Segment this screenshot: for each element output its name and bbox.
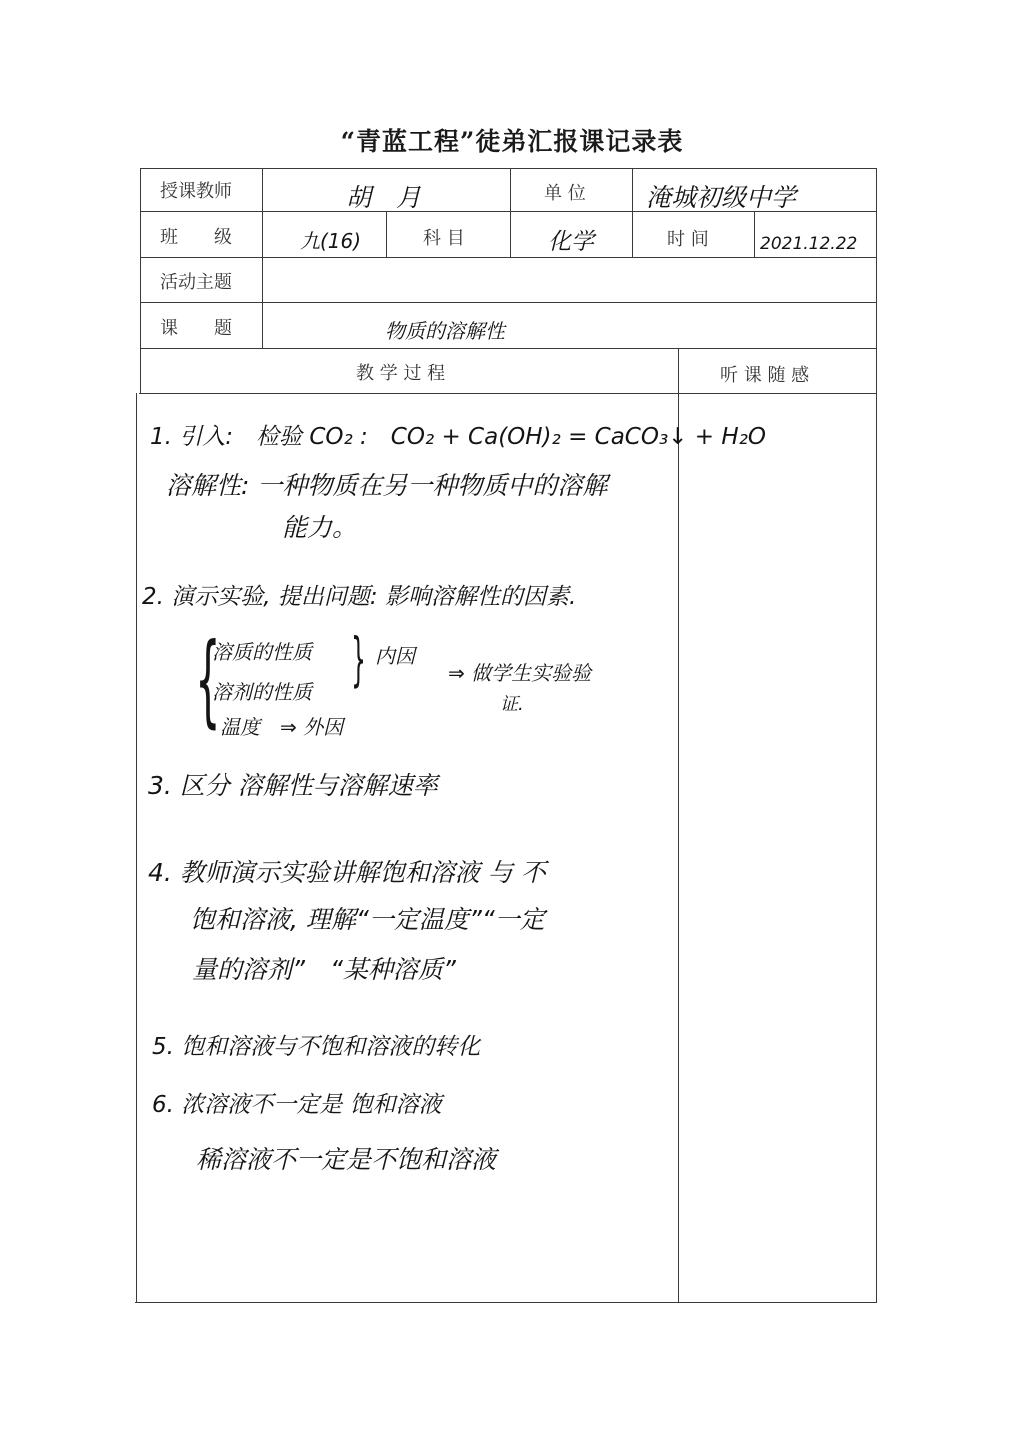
topic-value: 物质的溶解性 xyxy=(385,319,505,343)
process-line-10: 6. 浓溶液不一定是 饱和溶液 xyxy=(152,1092,442,1118)
factor-solute: 溶质的性质 xyxy=(212,640,312,664)
table-line xyxy=(678,348,679,1303)
time-label: 时 间 xyxy=(667,229,709,250)
table-line xyxy=(386,211,387,257)
process-line-11: 稀溶液不一定是不饱和溶液 xyxy=(196,1145,497,1174)
process-line-5: 3. 区分 溶解性与溶解速率 xyxy=(148,771,438,800)
process-line-2: 溶解性: 一种物质在另一种物质中的溶解 xyxy=(166,471,608,500)
process-line-9: 5. 饱和溶液与不饱和溶液的转化 xyxy=(152,1034,481,1060)
subject-label: 科 目 xyxy=(423,228,465,249)
subject-value: 化学 xyxy=(548,229,594,255)
process-line-1: 1. 引入: 检验 CO₂ : CO₂ + Ca(OH)₂ = CaCO₃↓ + H₂O xyxy=(150,424,766,450)
table-line xyxy=(140,302,876,303)
table-line xyxy=(140,168,876,169)
factor-temperature: 温度 ⇒ 外因 xyxy=(220,715,344,739)
process-line-8: 量的溶剂” “某种溶质” xyxy=(192,955,456,984)
process-line-6: 4. 教师演示实验讲解饱和溶液 与 不 xyxy=(148,858,546,887)
process-line-3: 能力。 xyxy=(282,513,358,542)
process-label: 教 学 过 程 xyxy=(356,363,446,384)
table-line xyxy=(632,168,633,257)
class-label: 班 级 xyxy=(160,227,232,248)
factor-inner: 内因 xyxy=(375,644,415,668)
table-line xyxy=(135,1302,876,1303)
table-line xyxy=(262,168,263,348)
brace-small-icon: } xyxy=(351,625,366,693)
table-line xyxy=(140,168,141,394)
process-line-7: 饱和溶液, 理解“一定温度”“一定 xyxy=(190,905,545,934)
theme-label: 活动主题 xyxy=(160,272,232,293)
topic-label: 课 题 xyxy=(160,318,232,339)
factor-solvent: 溶剂的性质 xyxy=(212,680,312,704)
table-line xyxy=(136,393,137,1303)
class-value: 九(16) xyxy=(300,229,362,253)
table-line xyxy=(140,257,876,258)
form-title: “青蓝工程”徒弟汇报课记录表 xyxy=(340,127,684,156)
table-line xyxy=(139,393,876,394)
table-line xyxy=(140,348,876,349)
teacher-value: 胡 月 xyxy=(346,183,422,212)
teacher-label: 授课教师 xyxy=(160,181,232,202)
notes-label: 听 课 随 感 xyxy=(720,365,810,386)
brace-icon: { xyxy=(195,621,221,738)
table-line xyxy=(754,211,755,257)
factor-experiment-2: 证. xyxy=(500,694,524,715)
unit-value: 淹城初级中学 xyxy=(646,183,797,212)
time-value: 2021.12.22 xyxy=(760,234,858,254)
unit-label: 单 位 xyxy=(544,183,586,204)
process-line-4: 2. 演示实验, 提出问题: 影响溶解性的因素. xyxy=(142,584,577,610)
table-line xyxy=(510,168,511,257)
factor-experiment: ⇒ 做学生实验验 xyxy=(448,661,592,685)
table-line xyxy=(876,168,877,1303)
